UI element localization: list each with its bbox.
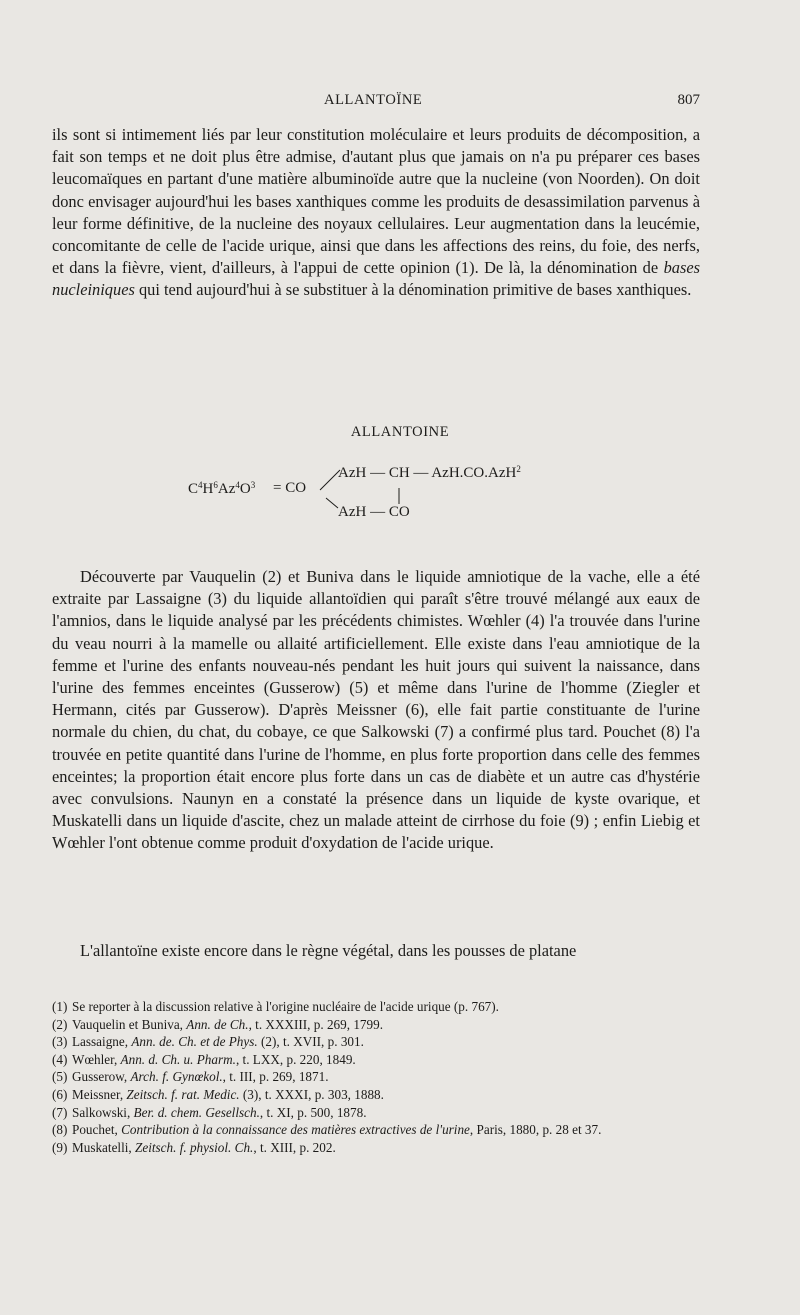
top-chain: AzH — CH — AzH.CO.AzH$^2$ bbox=[338, 464, 521, 481]
bottom-chain: AzH — CO bbox=[338, 504, 410, 520]
paragraph-text: L'allantoïne existe encore dans le règne végétal, dans les pousses de platane bbox=[80, 941, 577, 960]
equals-co: = CO bbox=[273, 480, 307, 496]
paragraph-text: Découverte par Vauquelin (2) et Buniva dans le liquide amniotique de la vache, elle a été extraite par Lassaigne (3) du liquide allantoïdien qui paraît s'être trouvé mélangé aux eaux de l'amnios, dans le liquide analysé par les précédents chimistes. Wœhler (4) l'a trouvée dans l'urine du veau nourri à la mamelle ou allaité artificiellement. Elle existe dans l'eau amniotique de la femme et l'urine des enfants nouveau-nés pendant les huit jours qui suivent la naissance, dans l'urine des femmes enceintes (Gusserow) (5) et même dans l'urine de l'homme (Ziegler et Hermann, cités par Gusserow). D'après Meissner (6), elle fait partie constituante de l'urine normale du chien, du chat, du cobaye, ce que Salkowski (7) a confirmé plus tard. Pouchet (8) l'a trouvée en petite quantité dans l'urine de l'homme, en plus forte proportion dans celle des femmes enceintes; la proportion était encore plus forte dans un cas de diabète et un autre cas d'hystérie avec convulsions. Naunyn en a constaté la présence dans un liquide de kyste ovarique, et Muskatelli dans un liquide d'ascite, chez un malade atteint de cirrhose du foie (9) ; enfin Liebig et Wœhler l'ont obtenue comme produit d'oxydation de l'acide urique. bbox=[52, 567, 700, 853]
footnote: (7) Salkowski, Ber. d. chem. Gesellsch., t. XI, p. 500, 1878. bbox=[52, 1104, 367, 1120]
vertical-bond bbox=[397, 486, 401, 506]
paragraph-regne-vegetal bbox=[52, 940, 700, 962]
structural-formula bbox=[0, 458, 800, 528]
molecular-formula: $C^4H^6Az^4O^3$ bbox=[188, 480, 256, 497]
paragraph-decouverte bbox=[52, 566, 700, 855]
footnote: (8) Pouchet, Contribution à la connaissance des matières extractives de l'urine, Paris, 1880, p. 28 et 37. bbox=[52, 1122, 602, 1138]
paragraph-text: ils sont si intimement liés par leur constitution moléculaire et leurs produits de décomposition, a fait son temps et ne doit plus être admise, d'autant plus que jamais on n'a pu préparer ces bases leucomaïques en partant d'une matière albuminoïde autre que la nucleine (von Noorden). On doit donc envisager aujourd'hui les bases xanthiques comme les produits de desassimilation parvenus à leur forme définitive, de la nucleine des noyaux cellulaires. Leur augmentation dans la leucémie, concomitante de celle de l'acide urique, ainsi que dans les affections des reins, du foie, des nerfs, et dans la fièvre, vient, d'ailleurs, à l'appui de cette opinion (1). De là, la dénomination de bbox=[52, 125, 700, 278]
footnote: (3) Lassaigne, Ann. de. Ch. et de Phys. (2), t. XVII, p. 301. bbox=[52, 1034, 364, 1050]
footnote: (1) Se reporter à la discussion relative à l'origine nucléaire de l'acide urique (p. 767). bbox=[52, 999, 499, 1014]
footnote: (2) Vauquelin et Buniva, Ann. de Ch., t. XXXIII, p. 269, 1799. bbox=[52, 1016, 383, 1032]
running-title: ALLANTOÏNE bbox=[324, 92, 423, 108]
page-number: 807 bbox=[677, 92, 700, 108]
emphasis-bases-nucleiniques: bases nucleiniques bbox=[52, 258, 700, 300]
paragraph-bases-xanthiques bbox=[52, 124, 700, 302]
page-header bbox=[52, 92, 700, 114]
footnote: (6) Meissner, Zeitsch. f. rat. Medic. (3), t. XXXI, p. 303, 1888. bbox=[52, 1086, 384, 1102]
footnote: (4) Wœhler, Ann. d. Ch. u. Pharm., t. LXX, p. 220, 1849. bbox=[52, 1051, 356, 1067]
footnote: (9) Muskatelli, Zeitsch. f. physiol. Ch., t. XIII, p. 202. bbox=[52, 1139, 336, 1155]
footnote: (5) Gusserow, Arch. f. Gynœkol., t. III, p. 269, 1871. bbox=[52, 1069, 329, 1085]
footnotes bbox=[52, 998, 700, 1156]
paragraph-text-end: qui tend aujourd'hui à se substituer à la dénomination primitive de bases xanthiques. bbox=[134, 280, 692, 300]
section-heading-allantoine: ALLANTOINE bbox=[350, 424, 450, 440]
